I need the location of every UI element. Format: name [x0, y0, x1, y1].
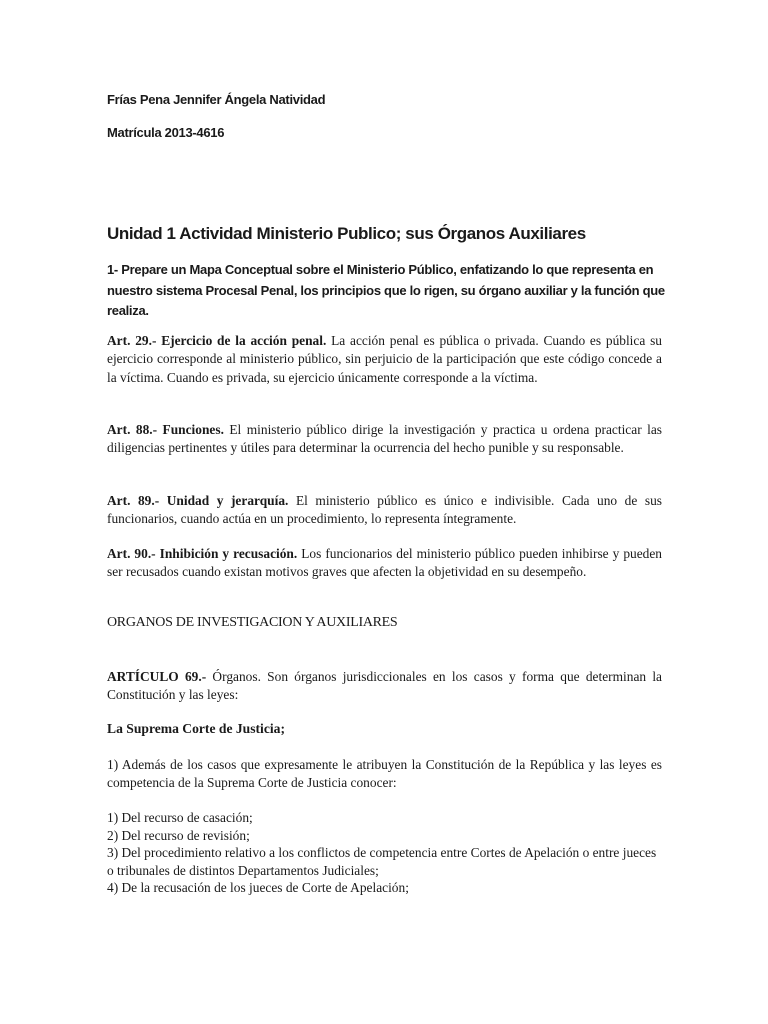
article-88	[107, 421, 662, 458]
article-69-text: Órganos. Son órganos jurisdiccionales en los casos y forma que determinan la Constitución y las leyes:	[107, 669, 663, 703]
article-69-label: ARTÍCULO 69.-	[107, 669, 207, 684]
competencies-list	[107, 809, 662, 897]
article-90	[107, 545, 662, 582]
student-id: Matrícula 2013-4616	[107, 125, 225, 140]
author-name: Frías Pena Jennifer Ángela Natividad	[107, 92, 326, 107]
task-instruction: 1- Prepare un Mapa Conceptual sobre el Ministerio Público, enfatizando lo que representa en nuestro sistema Procesal Penal, los principios que lo rigen, su órgano auxiliar y la función que realiza.	[107, 262, 665, 318]
article-29-text: La acción penal es pública o privada. Cuando es pública su ejercicio corresponde al ministerio público, sin perjuicio de la participación que este código concede a la víctima. Cuando es privada, su ejercicio únicamente corresponde a la víctima.	[107, 333, 662, 385]
article-88-label: Art. 88.- Funciones.	[107, 422, 224, 437]
section-heading: ORGANOS DE INVESTIGACION Y AUXILIARES	[107, 615, 398, 630]
article-90-label: Art. 90.- Inhibición y recusación.	[107, 546, 298, 561]
article-90-text: Los funcionarios del ministerio público pueden inhibirse y pueden ser recusados cuando existan motivos graves que afecten la objetividad en su desempeño.	[107, 546, 662, 580]
article-89-label: Art. 89.- Unidad y jerarquía.	[107, 493, 289, 508]
supreme-court-intro: 1) Además de los casos que expresamente le atribuyen la Constitución de la República y las leyes es competencia de la Suprema Corte de Justicia conocer:	[107, 757, 662, 791]
article-88-text: El ministerio público dirige la investigación y practica u ordena practicar las diligencias pertinentes y útiles para determinar la ocurrencia del hecho punible y su responsable.	[107, 422, 662, 456]
list-item: 4) De la recusación de los jueces de Corte de Apelación;	[107, 880, 409, 895]
article-89	[107, 492, 662, 529]
list-item: 2) Del recurso de revisión;	[107, 827, 250, 843]
article-29-label: Art. 29.- Ejercicio de la acción penal.	[107, 333, 327, 348]
unit-title: Unidad 1 Actividad Ministerio Publico; sus Órganos Auxiliares	[107, 224, 586, 243]
article-29	[107, 332, 662, 387]
article-69	[107, 668, 662, 705]
list-item: 1) Del recurso de casación;	[107, 810, 253, 825]
list-item: 3) Del procedimiento relativo a los conflictos de competencia entre Cortes de Apelación o entre jueces o tribunales de distintos Departamentos Judiciales;	[107, 845, 657, 878]
supreme-court-heading: La Suprema Corte de Justicia;	[107, 721, 285, 736]
article-89-text: El ministerio público es único e indivisible. Cada uno de sus funcionarios, cuando actúa en un procedimiento, lo representa íntegramente.	[107, 493, 662, 527]
